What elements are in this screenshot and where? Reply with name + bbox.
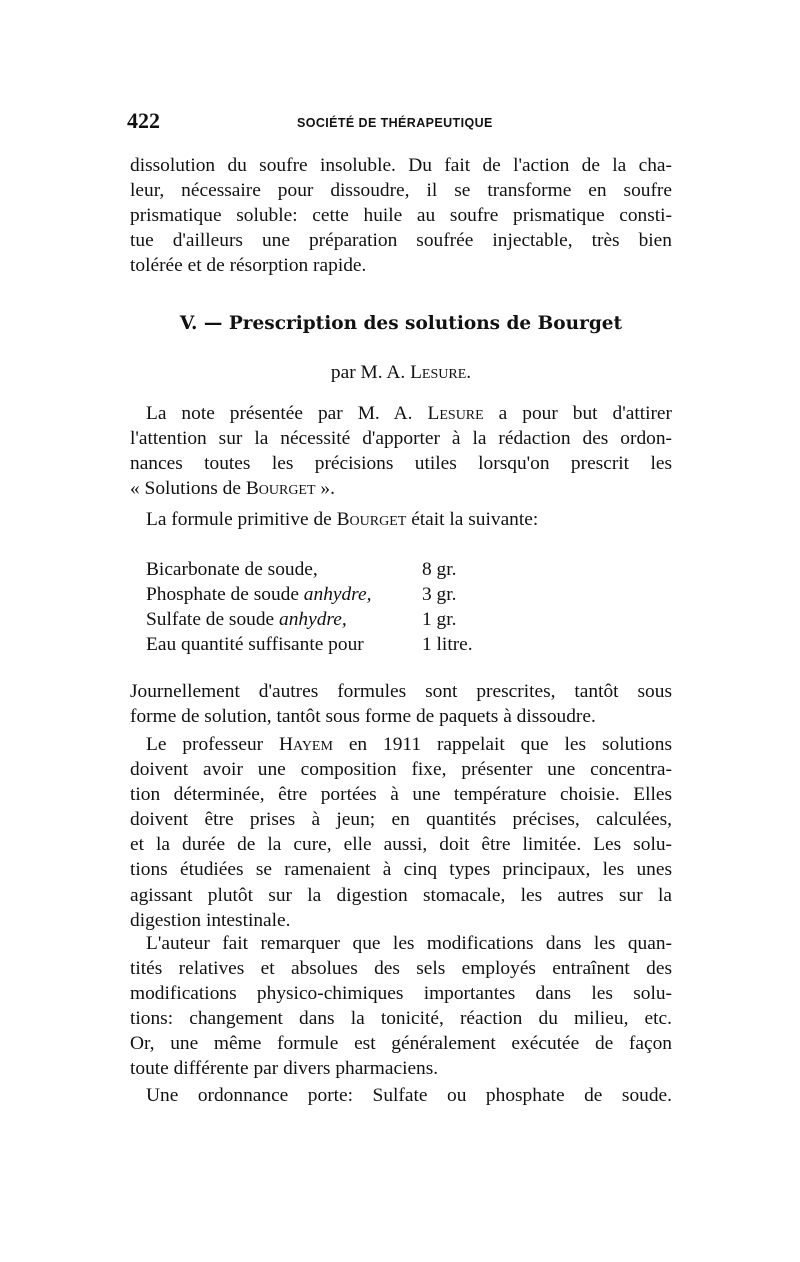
paragraph-modifications — [130, 931, 672, 1082]
formula-row — [146, 607, 506, 632]
text-line: Une ordonnance porte: Sulfate ou phosphate de soude. — [146, 1085, 672, 1106]
amount: 1 gr. — [422, 609, 457, 631]
text-line: toute différente par divers pharmaciens. — [130, 1058, 439, 1080]
amount: 3 gr. — [422, 584, 457, 606]
running-head: SOCIÉTÉ DE THÉRAPEUTIQUE — [297, 116, 493, 130]
text-line: dissolution du soufre insoluble. Du fait de l'action de la cha- — [130, 155, 672, 176]
ingredient: Eau quantité suffisante pour — [146, 634, 364, 656]
text-line: nances toutes les précisions utiles lorsqu'on prescrit les — [130, 453, 672, 475]
text-line: tions: changement dans la tonicité, réaction du milieu, etc. — [130, 1008, 672, 1030]
text-line: digestion intestinale. — [130, 909, 291, 931]
paragraph-hayem — [130, 732, 672, 933]
text-line: forme de solution, tantôt sous forme de paquets à dissoudre. — [130, 706, 596, 728]
paragraph-continuation — [130, 153, 672, 278]
text-line: Or, une même formule est généralement exécutée de façon — [130, 1033, 672, 1055]
paragraph-ordonnance — [130, 1083, 672, 1108]
text-line: La note présentée par M. A. Lesure a pour but d'attirer — [146, 403, 672, 424]
text-line: tion déterminée, être portées à une température choisie. Elles — [130, 784, 672, 806]
formula-row — [146, 557, 506, 582]
text-line: modifications physico-chimiques importantes dans les solu- — [130, 983, 672, 1005]
paragraph-formula-intro — [130, 507, 672, 532]
formula-row — [146, 632, 506, 657]
text-line: prismatique soluble: cette huile au soufre prismatique consti- — [130, 205, 672, 227]
formula-table — [146, 557, 506, 657]
author-name: Lesure. — [410, 362, 472, 383]
ingredient: Sulfate de soude anhydre, — [146, 609, 347, 631]
text-line: tions étudiées se ramenaient à cinq types principaux, les unes — [130, 859, 672, 881]
text-line: leur, nécessaire pour dissoudre, il se transforme en soufre — [130, 180, 672, 202]
amount: 8 gr. — [422, 559, 457, 580]
text-line: agissant plutôt sur la digestion stomacale, les autres sur la — [130, 884, 672, 906]
text-line: tue d'ailleurs une préparation soufrée injectable, très bien — [130, 230, 672, 252]
text-line: tolérée et de résorption rapide. — [130, 255, 367, 277]
text-line: Le professeur Hayem en 1911 rappelait que les solutions — [146, 734, 672, 755]
text-line: tités relatives et absolues des sels employés entraînent des — [130, 958, 672, 980]
text-line: doivent avoir une composition fixe, présenter une concentra- — [130, 759, 672, 781]
text-line: « Solutions de Bourget ». — [130, 478, 335, 500]
paragraph-formulas — [130, 679, 672, 729]
text-line: doivent être prises à jeun; en quantités précises, calculées, — [130, 809, 672, 831]
amount: 1 litre. — [422, 634, 473, 656]
author-byline — [130, 362, 672, 384]
formula-row — [146, 582, 506, 607]
text-line: L'auteur fait remarquer que les modifications dans les quan- — [146, 933, 672, 954]
paragraph-intro — [130, 401, 672, 501]
ingredient: Phosphate de soude anhydre, — [146, 584, 372, 606]
text-line: La formule primitive de Bourget était la suivante: — [146, 509, 539, 530]
section-heading: V. — Prescription des solutions de Bourget — [179, 313, 623, 334]
text-line: Journellement d'autres formules sont prescrites, tantôt sous — [130, 681, 672, 702]
text-line: et la durée de la cure, elle aussi, doit être limitée. Les solu- — [130, 834, 672, 856]
page-number: 422 — [127, 108, 160, 133]
byline-prefix: par M. A. — [330, 362, 406, 383]
ingredient: Bicarbonate de soude, — [146, 559, 318, 580]
page-header — [127, 108, 672, 138]
text-line: l'attention sur la nécessité d'apporter à la rédaction des ordon- — [130, 428, 672, 450]
